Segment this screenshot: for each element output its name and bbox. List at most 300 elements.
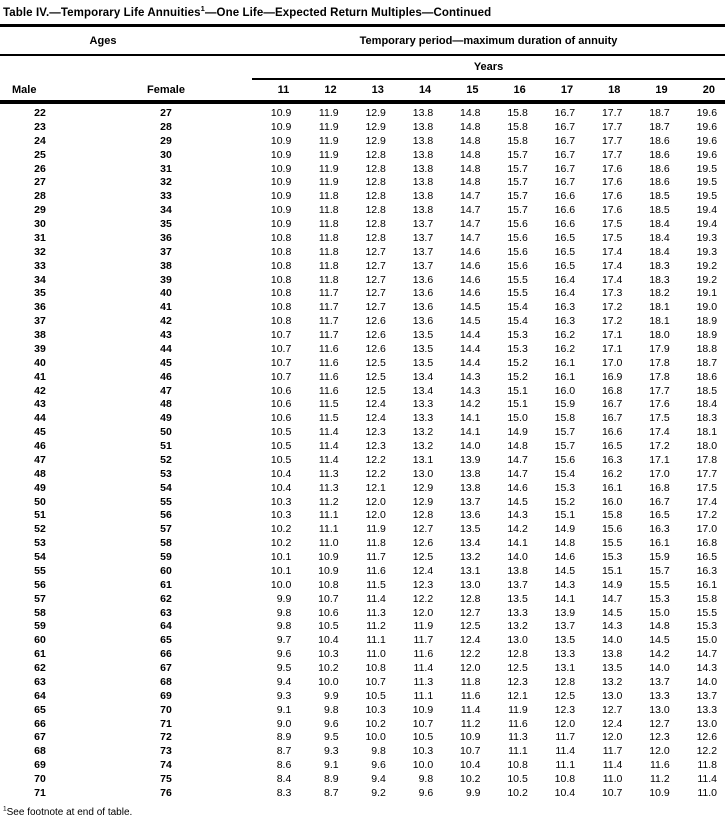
multiple-value-cell: 13.0 <box>412 467 434 480</box>
male-age-cell: 54 <box>34 551 46 563</box>
female-age-cell: 33 <box>160 190 172 203</box>
table-row <box>0 149 725 163</box>
multiple-value-cell: 12.7 <box>365 301 386 314</box>
multiple-value-cell: 11.0 <box>366 648 386 661</box>
table-row <box>0 579 725 593</box>
table-row <box>0 121 725 135</box>
multiple-value-cell: 11.2 <box>650 773 670 785</box>
multiple-value-cell: 17.8 <box>649 356 670 369</box>
multiple-value-cell: 10.9 <box>270 176 292 189</box>
multiple-value-cell: 14.1 <box>554 592 576 605</box>
multiple-value-cell: 15.0 <box>507 412 528 425</box>
multiple-value-cell: 13.5 <box>412 356 434 369</box>
multiple-value-cell: 8.7 <box>276 745 292 758</box>
table-row <box>0 385 725 399</box>
multiple-value-cell: 19.6 <box>696 148 718 161</box>
multiple-value-cell: 15.2 <box>554 495 576 508</box>
table-row <box>0 163 725 177</box>
male-age-cell: 34 <box>34 273 46 286</box>
female-age-cell: 66 <box>160 648 172 661</box>
multiple-value-cell: 16.0 <box>601 495 623 508</box>
table-row <box>0 496 725 510</box>
multiple-value-cell: 13.2 <box>412 440 434 452</box>
multiple-value-cell: 10.5 <box>365 689 386 702</box>
multiple-value-cell: 11.3 <box>318 467 339 480</box>
multiple-value-cell: 11.6 <box>508 717 528 730</box>
multiple-value-cell: 10.4 <box>460 759 481 772</box>
female-age-cell: 30 <box>160 148 172 161</box>
multiple-value-cell: 10.3 <box>412 745 434 758</box>
multiple-value-cell: 9.7 <box>276 634 292 647</box>
multiple-value-cell: 17.6 <box>601 204 623 217</box>
annuity-table <box>0 24 725 801</box>
multiple-value-cell: 18.4 <box>696 398 718 411</box>
multiple-value-cell: 13.7 <box>412 245 434 258</box>
multiple-value-cell: 12.4 <box>365 398 386 411</box>
multiple-value-cell: 11.8 <box>318 204 339 217</box>
multiple-value-cell: 11.7 <box>318 287 339 300</box>
multiple-value-cell: 16.2 <box>554 342 576 355</box>
multiple-value-cell: 12.5 <box>365 356 386 369</box>
multiple-value-cell: 10.7 <box>412 717 434 730</box>
multiple-value-cell: 12.8 <box>365 190 386 203</box>
multiple-value-cell: 17.5 <box>601 218 623 230</box>
multiple-value-cell: 11.9 <box>508 703 528 716</box>
multiple-value-cell: 13.2 <box>507 620 528 633</box>
multiple-value-cell: 13.6 <box>412 301 434 314</box>
multiple-value-cell: 17.5 <box>601 231 623 244</box>
multiple-value-cell: 13.7 <box>412 231 434 244</box>
multiple-value-cell: 13.8 <box>412 148 434 161</box>
multiple-value-cell: 14.7 <box>601 592 623 605</box>
multiple-value-cell: 10.3 <box>318 648 339 661</box>
multiple-value-cell: 12.5 <box>412 551 434 563</box>
multiple-value-cell: 12.9 <box>365 107 386 119</box>
multiple-value-cell: 19.1 <box>696 287 718 300</box>
multiple-value-cell: 9.9 <box>323 689 339 702</box>
multiple-value-cell: 11.8 <box>318 273 339 286</box>
multiple-value-cell: 13.7 <box>412 218 434 230</box>
multiple-value-cell: 13.0 <box>460 578 481 591</box>
multiple-value-cell: 19.3 <box>696 245 718 258</box>
multiple-value-cell: 13.3 <box>696 703 718 716</box>
multiple-value-cell: 15.8 <box>696 592 718 605</box>
multiple-value-cell: 13.3 <box>554 648 576 661</box>
male-age-cell: 29 <box>34 204 46 217</box>
multiple-value-cell: 10.8 <box>270 231 292 244</box>
multiple-value-cell: 12.4 <box>601 717 623 730</box>
multiple-value-cell: 8.4 <box>276 773 292 785</box>
multiple-value-cell: 11.4 <box>413 662 434 674</box>
female-age-cell: 69 <box>160 689 172 702</box>
multiple-value-cell: 12.6 <box>365 329 386 341</box>
multiple-value-cell: 19.4 <box>696 204 718 217</box>
multiple-value-cell: 11.1 <box>366 634 386 647</box>
table-row <box>0 301 725 315</box>
multiple-value-cell: 11.3 <box>413 675 434 688</box>
multiple-value-cell: 11.9 <box>413 620 434 633</box>
multiple-value-cell: 19.5 <box>696 162 718 175</box>
multiple-value-cell: 10.5 <box>318 620 339 633</box>
multiple-value-cell: 14.0 <box>601 634 623 647</box>
multiple-value-cell: 12.9 <box>412 495 434 508</box>
multiple-value-cell: 15.5 <box>507 287 528 300</box>
multiple-value-cell: 10.6 <box>318 606 339 619</box>
multiple-value-cell: 13.5 <box>554 634 576 647</box>
multiple-value-cell: 17.8 <box>649 370 670 383</box>
multiple-value-cell: 16.5 <box>649 509 670 522</box>
multiple-value-cell: 15.7 <box>507 176 528 189</box>
multiple-value-cell: 12.0 <box>554 717 576 730</box>
multiple-value-cell: 15.9 <box>649 551 670 563</box>
multiple-value-cell: 10.3 <box>270 495 292 508</box>
multiple-value-cell: 18.6 <box>696 370 718 383</box>
multiple-value-cell: 9.9 <box>465 786 481 799</box>
multiple-value-cell: 8.9 <box>323 773 339 785</box>
multiple-value-cell: 9.8 <box>276 620 292 633</box>
multiple-value-cell: 17.5 <box>649 412 670 425</box>
year-column-header: 12 <box>299 79 346 102</box>
multiple-value-cell: 10.5 <box>507 773 528 785</box>
multiple-value-cell: 10.8 <box>270 245 292 258</box>
multiple-value-cell: 10.2 <box>318 662 339 674</box>
female-age-cell: 61 <box>160 578 172 591</box>
multiple-value-cell: 14.0 <box>507 551 528 563</box>
multiple-value-cell: 13.7 <box>554 620 576 633</box>
table-title <box>0 0 725 24</box>
year-column-header: 13 <box>347 79 394 102</box>
ages-group-header: Ages <box>0 26 252 56</box>
table-row <box>0 607 725 621</box>
multiple-value-cell: 14.3 <box>460 370 481 383</box>
table-row <box>0 704 725 718</box>
male-age-cell: 58 <box>34 606 46 619</box>
multiple-value-cell: 14.2 <box>460 398 481 411</box>
table-row <box>0 759 725 773</box>
multiple-value-cell: 12.5 <box>507 662 528 674</box>
multiple-value-cell: 10.0 <box>412 759 434 772</box>
multiple-value-cell: 13.6 <box>460 509 481 522</box>
multiple-value-cell: 9.4 <box>371 773 386 785</box>
multiple-value-cell: 11.8 <box>366 537 386 550</box>
multiple-value-cell: 14.8 <box>460 176 481 189</box>
multiple-value-cell: 16.3 <box>696 564 718 577</box>
multiple-value-cell: 16.6 <box>554 218 576 230</box>
multiple-value-cell: 15.7 <box>507 204 528 217</box>
female-age-cell: 51 <box>160 440 172 452</box>
multiple-value-cell: 10.1 <box>270 564 292 577</box>
multiple-value-cell: 11.6 <box>318 356 339 369</box>
male-age-cell: 38 <box>34 329 46 341</box>
table-title-prefix: Table IV.—Temporary Life Annuities <box>3 7 201 19</box>
multiple-value-cell: 14.5 <box>507 495 528 508</box>
multiple-value-cell: 11.8 <box>318 259 339 272</box>
male-age-cell: 52 <box>34 523 46 536</box>
multiple-value-cell: 11.9 <box>366 523 386 536</box>
female-age-cell: 43 <box>160 329 172 341</box>
multiple-value-cell: 17.7 <box>601 148 623 161</box>
male-age-cell: 64 <box>34 689 46 702</box>
multiple-value-cell: 16.4 <box>554 273 576 286</box>
multiple-value-cell: 12.2 <box>365 467 386 480</box>
table-row <box>0 274 725 288</box>
multiple-value-cell: 10.2 <box>270 523 292 536</box>
female-age-cell: 48 <box>160 398 172 411</box>
multiple-value-cell: 10.2 <box>507 786 528 799</box>
multiple-value-cell: 16.7 <box>601 412 623 425</box>
multiple-value-cell: 16.3 <box>554 315 576 328</box>
male-age-cell: 49 <box>34 481 46 494</box>
male-age-cell: 67 <box>34 731 46 744</box>
multiple-value-cell: 9.1 <box>276 703 292 716</box>
multiple-value-cell: 12.0 <box>649 745 670 758</box>
multiple-value-cell: 11.1 <box>508 745 528 758</box>
male-age-cell: 35 <box>34 287 46 300</box>
male-age-cell: 32 <box>34 245 46 258</box>
multiple-value-cell: 12.0 <box>412 606 434 619</box>
multiple-value-cell: 16.7 <box>554 120 576 133</box>
female-age-cell: 35 <box>160 218 172 230</box>
multiple-value-cell: 11.2 <box>366 620 386 633</box>
multiple-value-cell: 9.2 <box>371 786 386 799</box>
multiple-value-cell: 10.7 <box>365 675 386 688</box>
multiple-value-cell: 11.3 <box>318 481 339 494</box>
multiple-value-cell: 12.8 <box>365 218 386 230</box>
female-age-cell: 36 <box>160 231 172 244</box>
multiple-value-cell: 18.6 <box>649 148 670 161</box>
multiple-value-cell: 17.6 <box>601 190 623 203</box>
table-row <box>0 204 725 218</box>
multiple-value-cell: 9.3 <box>276 689 292 702</box>
multiple-value-cell: 14.5 <box>460 301 481 314</box>
multiple-value-cell: 17.9 <box>649 342 670 355</box>
multiple-value-cell: 13.3 <box>412 398 434 411</box>
multiple-value-cell: 9.8 <box>418 773 434 785</box>
multiple-value-cell: 18.7 <box>649 107 670 119</box>
multiple-value-cell: 12.7 <box>365 273 386 286</box>
multiple-value-cell: 14.7 <box>507 467 528 480</box>
multiple-value-cell: 13.7 <box>412 259 434 272</box>
multiple-value-cell: 17.4 <box>601 273 623 286</box>
multiple-value-cell: 13.9 <box>460 453 481 466</box>
female-age-cell: 75 <box>160 773 172 785</box>
multiple-value-cell: 14.8 <box>460 148 481 161</box>
multiple-value-cell: 10.9 <box>318 551 339 563</box>
multiple-value-cell: 19.6 <box>696 107 718 119</box>
multiple-value-cell: 16.6 <box>554 204 576 217</box>
multiple-value-cell: 11.6 <box>413 648 434 661</box>
male-age-cell: 33 <box>34 259 46 272</box>
multiple-value-cell: 16.3 <box>649 523 670 536</box>
multiple-value-cell: 14.4 <box>460 356 481 369</box>
multiple-value-cell: 13.8 <box>507 564 528 577</box>
multiple-value-cell: 12.2 <box>696 745 718 758</box>
multiple-value-cell: 10.5 <box>270 426 292 439</box>
multiple-value-cell: 17.2 <box>649 440 670 452</box>
multiple-value-cell: 17.1 <box>601 329 623 341</box>
table-row <box>0 315 725 329</box>
multiple-value-cell: 14.1 <box>507 537 528 550</box>
multiple-value-cell: 15.2 <box>507 356 528 369</box>
male-age-cell: 60 <box>34 634 46 647</box>
multiple-value-cell: 10.3 <box>365 703 386 716</box>
multiple-value-cell: 18.4 <box>649 245 670 258</box>
multiple-value-cell: 12.8 <box>507 648 528 661</box>
table-row <box>0 135 725 149</box>
multiple-value-cell: 10.4 <box>318 634 339 647</box>
multiple-value-cell: 18.1 <box>649 315 670 328</box>
multiple-value-cell: 14.8 <box>460 107 481 119</box>
multiple-value-cell: 12.9 <box>365 120 386 133</box>
multiple-value-cell: 19.5 <box>696 176 718 189</box>
multiple-value-cell: 14.8 <box>507 440 528 452</box>
male-age-cell: 44 <box>34 412 46 425</box>
multiple-value-cell: 13.1 <box>554 662 576 674</box>
multiple-value-cell: 16.6 <box>554 190 576 203</box>
multiple-value-cell: 11.1 <box>318 509 339 522</box>
multiple-value-cell: 11.4 <box>602 759 623 772</box>
multiple-value-cell: 12.7 <box>601 703 623 716</box>
multiple-value-cell: 12.2 <box>460 648 481 661</box>
multiple-value-cell: 8.9 <box>276 731 292 744</box>
multiple-value-cell: 10.5 <box>412 731 434 744</box>
multiple-value-cell: 18.5 <box>649 204 670 217</box>
male-age-cell: 55 <box>34 564 46 577</box>
multiple-value-cell: 15.5 <box>507 273 528 286</box>
multiple-value-cell: 17.7 <box>649 384 670 397</box>
multiple-value-cell: 12.2 <box>412 592 434 605</box>
column-header-row <box>0 79 725 102</box>
multiple-value-cell: 17.1 <box>649 453 670 466</box>
multiple-value-cell: 19.3 <box>696 231 718 244</box>
male-age-cell: 40 <box>34 356 46 369</box>
years-subheader-row <box>0 55 725 79</box>
male-age-cell: 51 <box>34 509 46 522</box>
period-group-header: Temporary period—maximum duration of annuity <box>252 26 725 56</box>
multiple-value-cell: 11.1 <box>318 523 339 536</box>
multiple-value-cell: 17.7 <box>601 134 623 147</box>
female-age-cell: 59 <box>160 551 172 563</box>
male-age-cell: 69 <box>34 759 46 772</box>
table-body <box>0 102 725 801</box>
male-age-cell: 24 <box>34 134 46 147</box>
table-row <box>0 398 725 412</box>
multiple-value-cell: 15.7 <box>507 148 528 161</box>
male-age-cell: 48 <box>34 467 46 480</box>
female-age-cell: 46 <box>160 370 172 383</box>
multiple-value-cell: 18.1 <box>696 426 718 439</box>
male-age-cell: 43 <box>34 398 46 411</box>
multiple-value-cell: 16.4 <box>554 287 576 300</box>
multiple-value-cell: 13.8 <box>412 204 434 217</box>
multiple-value-cell: 13.7 <box>507 578 528 591</box>
multiple-value-cell: 14.6 <box>460 287 481 300</box>
multiple-value-cell: 14.4 <box>460 329 481 341</box>
multiple-value-cell: 12.6 <box>365 342 386 355</box>
multiple-value-cell: 14.9 <box>601 578 623 591</box>
multiple-value-cell: 16.1 <box>554 356 576 369</box>
multiple-value-cell: 10.8 <box>554 773 576 785</box>
multiple-value-cell: 18.8 <box>696 342 718 355</box>
multiple-value-cell: 12.4 <box>365 412 386 425</box>
multiple-value-cell: 13.5 <box>460 523 481 536</box>
multiple-value-cell: 14.0 <box>460 440 481 452</box>
multiple-value-cell: 15.5 <box>649 578 670 591</box>
multiple-value-cell: 9.6 <box>371 759 386 772</box>
multiple-value-cell: 18.4 <box>649 231 670 244</box>
multiple-value-cell: 15.3 <box>507 342 528 355</box>
multiple-value-cell: 11.6 <box>366 564 386 577</box>
male-column-header: Male <box>0 79 80 102</box>
female-age-cell: 62 <box>160 592 172 605</box>
multiple-value-cell: 16.5 <box>554 231 576 244</box>
multiple-value-cell: 10.5 <box>270 440 292 452</box>
male-age-cell: 57 <box>34 592 46 605</box>
multiple-value-cell: 11.8 <box>697 759 718 772</box>
multiple-value-cell: 11.1 <box>413 689 434 702</box>
multiple-value-cell: 13.0 <box>601 689 623 702</box>
multiple-value-cell: 13.7 <box>460 495 481 508</box>
female-age-cell: 49 <box>160 412 172 425</box>
multiple-value-cell: 10.9 <box>270 134 292 147</box>
female-age-cell: 28 <box>160 120 172 133</box>
female-age-cell: 70 <box>160 703 172 716</box>
multiple-value-cell: 11.9 <box>318 134 339 147</box>
multiple-value-cell: 13.5 <box>507 592 528 605</box>
group-header-row <box>0 26 725 56</box>
female-age-cell: 68 <box>160 675 172 688</box>
multiple-value-cell: 12.6 <box>365 315 386 328</box>
multiple-value-cell: 16.1 <box>649 537 670 550</box>
multiple-value-cell: 10.7 <box>270 356 292 369</box>
female-age-cell: 60 <box>160 564 172 577</box>
multiple-value-cell: 19.4 <box>696 218 718 230</box>
multiple-value-cell: 14.8 <box>554 537 576 550</box>
multiple-value-cell: 15.6 <box>601 523 623 536</box>
year-column-header: 17 <box>536 79 583 102</box>
multiple-value-cell: 16.1 <box>554 370 576 383</box>
multiple-value-cell: 15.1 <box>601 564 623 577</box>
table-title-suffix: —One Life—Expected Return Multiples—Continued <box>204 7 492 19</box>
multiple-value-cell: 10.7 <box>270 342 292 355</box>
multiple-value-cell: 18.6 <box>649 162 670 175</box>
multiple-value-cell: 16.5 <box>554 245 576 258</box>
multiple-value-cell: 16.3 <box>601 453 623 466</box>
multiple-value-cell: 15.0 <box>696 634 718 647</box>
multiple-value-cell: 11.8 <box>460 675 481 688</box>
female-age-cell: 65 <box>160 634 172 647</box>
male-age-cell: 27 <box>34 176 46 189</box>
female-age-cell: 67 <box>160 662 172 674</box>
multiple-value-cell: 14.5 <box>649 634 670 647</box>
table-row <box>0 634 725 648</box>
multiple-value-cell: 13.2 <box>601 675 623 688</box>
multiple-value-cell: 15.7 <box>507 190 528 203</box>
table-row <box>0 190 725 204</box>
multiple-value-cell: 13.8 <box>601 648 623 661</box>
multiple-value-cell: 18.5 <box>696 384 718 397</box>
multiple-value-cell: 11.9 <box>318 176 339 189</box>
multiple-value-cell: 14.2 <box>649 648 670 661</box>
multiple-value-cell: 10.8 <box>270 259 292 272</box>
multiple-value-cell: 10.6 <box>270 398 292 411</box>
multiple-value-cell: 16.1 <box>601 481 623 494</box>
multiple-value-cell: 15.3 <box>649 592 670 605</box>
multiple-value-cell: 17.8 <box>696 453 718 466</box>
male-age-cell: 41 <box>34 370 46 383</box>
multiple-value-cell: 18.6 <box>649 134 670 147</box>
multiple-value-cell: 10.9 <box>270 107 292 119</box>
